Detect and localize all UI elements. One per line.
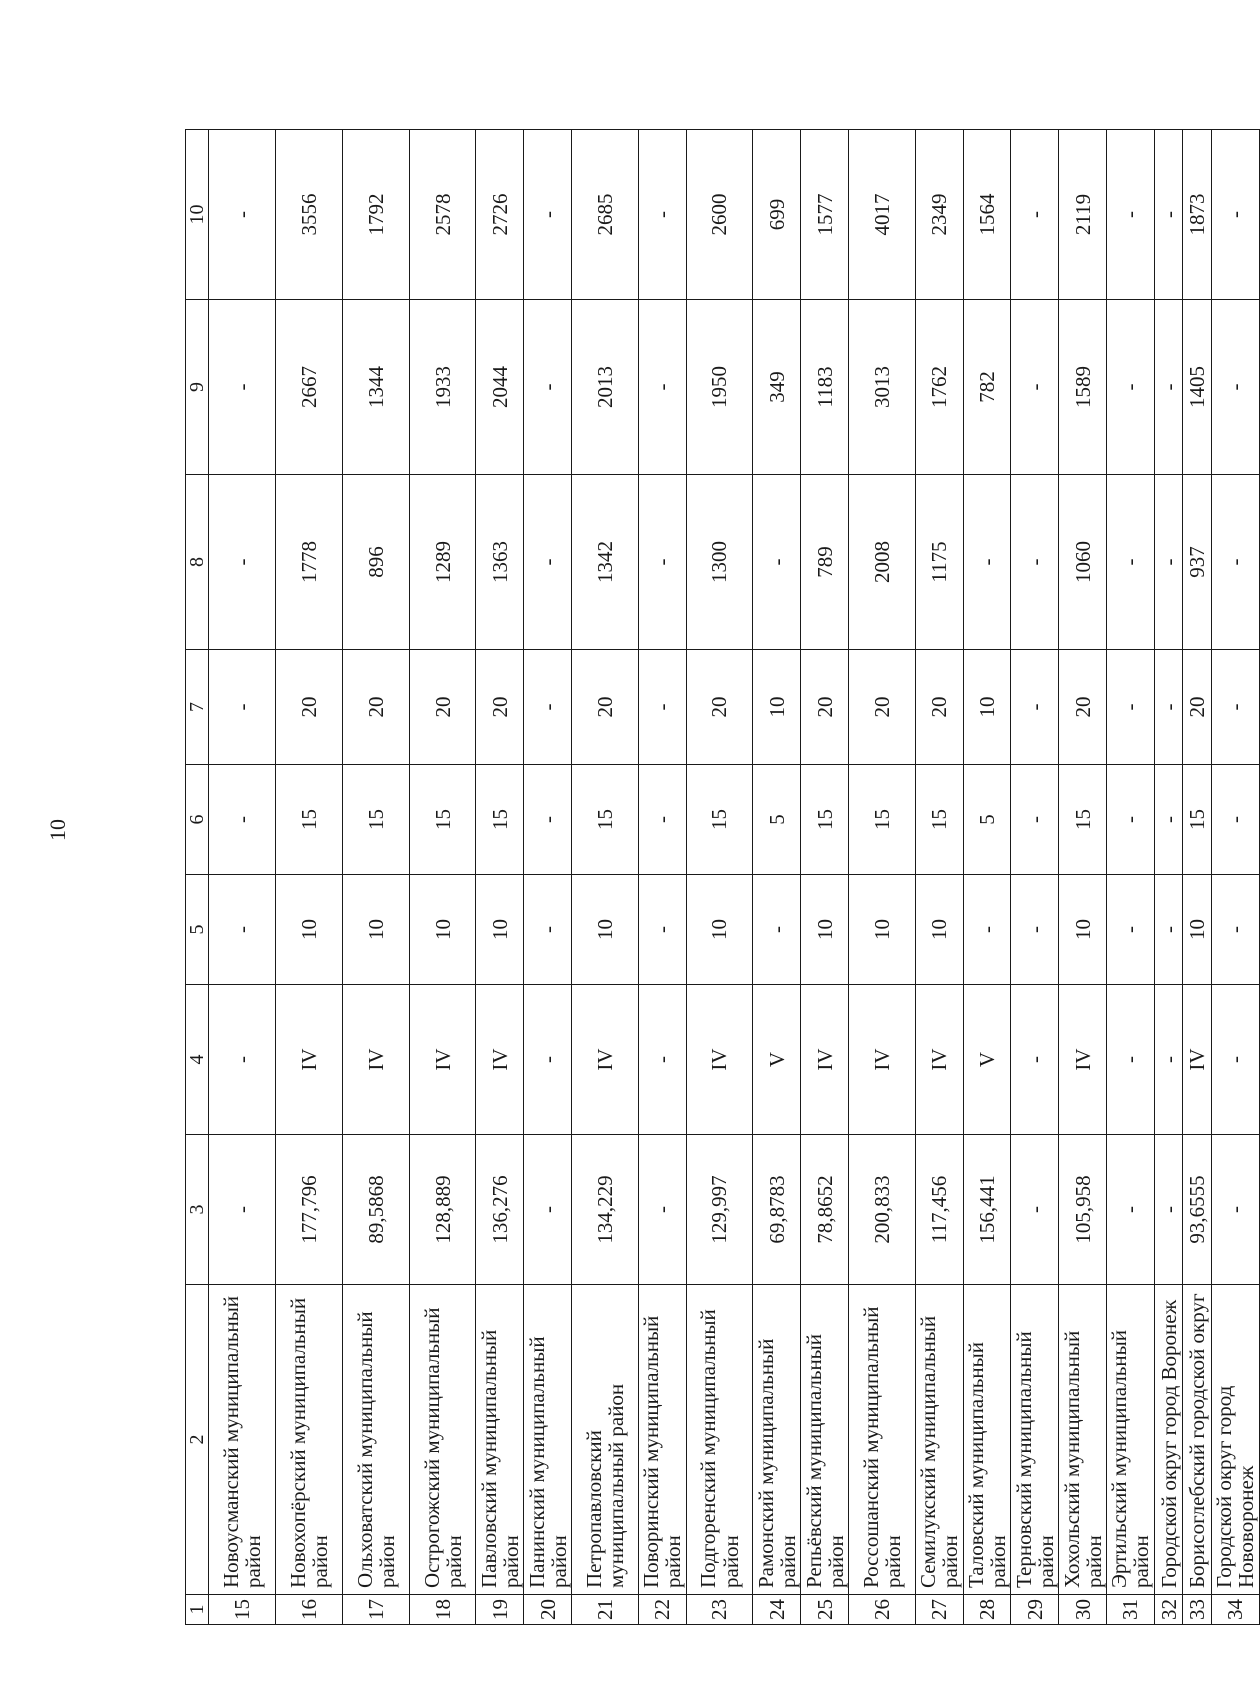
column-header: 10 [186, 130, 209, 300]
row-number-cell: 25 [801, 1595, 849, 1625]
district-name-cell: Подгоренский муниципальный район [686, 1285, 753, 1595]
table-cell: 20 [915, 650, 963, 765]
table-header-row [186, 130, 209, 1625]
table-cell: 5 [753, 765, 801, 875]
row-number-cell: 31 [1106, 1595, 1154, 1625]
table-cell: 10 [848, 875, 915, 985]
table-cell: 20 [276, 650, 343, 765]
row-number-cell: 20 [524, 1595, 572, 1625]
table-cell: 134,229 [572, 1135, 639, 1285]
table-cell: 10 [342, 875, 409, 985]
district-name-cell: Павловский муниципальный район [476, 1285, 524, 1595]
table-cell: IV [276, 985, 343, 1135]
table-cell: 10 [1059, 875, 1107, 985]
data-table [185, 129, 1260, 1625]
district-name-cell: Острогожский муниципальный район [409, 1285, 476, 1595]
table-cell: - [1211, 130, 1259, 300]
table-cell: - [963, 475, 1011, 650]
table-row [801, 130, 849, 1625]
table-cell: 20 [801, 650, 849, 765]
table-cell: - [209, 650, 276, 765]
table-cell: 1577 [801, 130, 849, 300]
table-cell: 1589 [1059, 300, 1107, 475]
table-cell: 1873 [1183, 130, 1212, 300]
table-cell: - [638, 130, 686, 300]
table-cell: 10 [686, 875, 753, 985]
table-cell: 2685 [572, 130, 639, 300]
table-cell: - [1154, 875, 1183, 985]
row-number-cell: 18 [409, 1595, 476, 1625]
table-cell: 1933 [409, 300, 476, 475]
rotated-table-wrapper [185, 130, 1260, 1625]
table-cell: 15 [276, 765, 343, 875]
table-cell: - [753, 875, 801, 985]
district-name-cell: Новохопёрский муниципальный район [276, 1285, 343, 1595]
table-cell: 200,833 [848, 1135, 915, 1285]
table-cell: - [1211, 875, 1259, 985]
table-cell: 78,8652 [801, 1135, 849, 1285]
table-cell: 896 [342, 475, 409, 650]
table-cell: 1344 [342, 300, 409, 475]
row-number-cell: 30 [1059, 1595, 1107, 1625]
table-cell: IV [1059, 985, 1107, 1135]
column-header: 2 [186, 1285, 209, 1595]
table-cell: - [638, 300, 686, 475]
table-row [476, 130, 524, 1625]
table-cell: 10 [801, 875, 849, 985]
row-number-cell: 21 [572, 1595, 639, 1625]
table-cell: 20 [848, 650, 915, 765]
table-cell: 69,8783 [753, 1135, 801, 1285]
district-name-cell: Панинский муниципальный район [524, 1285, 572, 1595]
table-cell: - [638, 475, 686, 650]
table-cell: 10 [572, 875, 639, 985]
table-row [276, 130, 343, 1625]
table-cell: 15 [848, 765, 915, 875]
table-cell: 1950 [686, 300, 753, 475]
table-cell: 15 [686, 765, 753, 875]
table-cell: - [209, 1135, 276, 1285]
table-cell: - [1154, 300, 1183, 475]
table-cell: 1175 [915, 475, 963, 650]
table-cell: 20 [1059, 650, 1107, 765]
table-cell: 20 [409, 650, 476, 765]
row-number-cell: 28 [963, 1595, 1011, 1625]
table-cell: 2044 [476, 300, 524, 475]
table-cell: 1289 [409, 475, 476, 650]
table-cell: 117,456 [915, 1135, 963, 1285]
table-cell: - [1211, 1135, 1259, 1285]
table-cell: 782 [963, 300, 1011, 475]
district-name-cell: Новоусманский муниципальный район [209, 1285, 276, 1595]
row-number-cell: 32 [1154, 1595, 1183, 1625]
table-cell: 10 [276, 875, 343, 985]
table-cell: - [209, 875, 276, 985]
district-name-cell: Семилукский муниципальный район [915, 1285, 963, 1595]
table-cell: 1342 [572, 475, 639, 650]
table-cell: 2600 [686, 130, 753, 300]
table-row [1059, 130, 1107, 1625]
table-cell: - [1106, 650, 1154, 765]
table-cell: 1778 [276, 475, 343, 650]
district-name-cell: Петропавловский муниципальный район [572, 1285, 639, 1595]
table-row [1183, 130, 1212, 1625]
row-number-cell: 17 [342, 1595, 409, 1625]
table-cell: 10 [476, 875, 524, 985]
table-cell: 349 [753, 300, 801, 475]
table-cell: 2667 [276, 300, 343, 475]
table-cell: 15 [915, 765, 963, 875]
table-cell: 136,276 [476, 1135, 524, 1285]
table-cell: - [1011, 475, 1059, 650]
table-cell: - [209, 300, 276, 475]
table-row [409, 130, 476, 1625]
row-number-cell: 24 [753, 1595, 801, 1625]
table-cell: IV [572, 985, 639, 1135]
table-cell: V [753, 985, 801, 1135]
table-cell: - [1154, 765, 1183, 875]
table-cell: - [1154, 985, 1183, 1135]
column-header: 6 [186, 765, 209, 875]
table-cell: 10 [1183, 875, 1212, 985]
column-header: 8 [186, 475, 209, 650]
row-number-cell: 34 [1211, 1595, 1259, 1625]
table-cell: 5 [963, 765, 1011, 875]
table-cell: - [1211, 985, 1259, 1135]
table-cell: 15 [1059, 765, 1107, 875]
table-row [572, 130, 639, 1625]
table-cell: 20 [476, 650, 524, 765]
table-cell: - [524, 1135, 572, 1285]
table-row [686, 130, 753, 1625]
table-row [638, 130, 686, 1625]
district-name-cell: Рамонский муниципальный район [753, 1285, 801, 1595]
table-row [209, 130, 276, 1625]
table-cell: - [1106, 985, 1154, 1135]
table-cell: 93,6555 [1183, 1135, 1212, 1285]
table-cell: - [638, 1135, 686, 1285]
table-cell: 1300 [686, 475, 753, 650]
row-number-cell: 29 [1011, 1595, 1059, 1625]
table-cell: 2008 [848, 475, 915, 650]
district-name-cell: Репьёвский муниципальный район [801, 1285, 849, 1595]
table-cell: 15 [476, 765, 524, 875]
district-name-cell: Терновский муниципальный район [1011, 1285, 1059, 1595]
row-number-cell: 15 [209, 1595, 276, 1625]
table-cell: 1405 [1183, 300, 1212, 475]
table-cell: - [209, 475, 276, 650]
row-number-cell: 27 [915, 1595, 963, 1625]
table-cell: - [1211, 300, 1259, 475]
table-cell: - [1106, 1135, 1154, 1285]
table-cell: - [524, 985, 572, 1135]
table-cell: 156,441 [963, 1135, 1011, 1285]
table-cell: 4017 [848, 130, 915, 300]
table-cell: 2119 [1059, 130, 1107, 300]
district-name-cell: Таловский муниципальный район [963, 1285, 1011, 1595]
district-name-cell: Ольховатский муниципальный район [342, 1285, 409, 1595]
table-cell: 2578 [409, 130, 476, 300]
table-cell: 1762 [915, 300, 963, 475]
table-cell: 177,796 [276, 1135, 343, 1285]
table-cell: - [1154, 130, 1183, 300]
table-cell: 699 [753, 130, 801, 300]
table-cell: - [638, 650, 686, 765]
table-cell: 1060 [1059, 475, 1107, 650]
table-row [753, 130, 801, 1625]
table-body [186, 130, 1260, 1625]
column-header: 9 [186, 300, 209, 475]
table-cell: - [1011, 1135, 1059, 1285]
table-cell: - [1211, 650, 1259, 765]
district-name-cell: Эртильский муниципальный район [1106, 1285, 1154, 1595]
table-cell: 10 [963, 650, 1011, 765]
table-cell: IV [848, 985, 915, 1135]
table-cell: 15 [572, 765, 639, 875]
district-name-cell: Городской округ город Воронеж [1154, 1285, 1183, 1595]
table-cell: - [638, 985, 686, 1135]
table-cell: 10 [409, 875, 476, 985]
column-header: 1 [186, 1595, 209, 1625]
table-cell: 20 [686, 650, 753, 765]
table-cell: 20 [572, 650, 639, 765]
table-cell: - [1011, 300, 1059, 475]
table-row [342, 130, 409, 1625]
table-cell: 1564 [963, 130, 1011, 300]
table-cell: V [963, 985, 1011, 1135]
district-name-cell: Хохольский муниципальный район [1059, 1285, 1107, 1595]
table-row [1106, 130, 1154, 1625]
district-name-cell: Россошанский муниципальный район [848, 1285, 915, 1595]
table-row [1011, 130, 1059, 1625]
table-cell: - [1011, 650, 1059, 765]
table-cell: - [524, 475, 572, 650]
table-cell: - [524, 765, 572, 875]
table-cell: 789 [801, 475, 849, 650]
table-cell: 1792 [342, 130, 409, 300]
table-cell: - [1106, 130, 1154, 300]
table-cell: 15 [1183, 765, 1212, 875]
table-cell: 10 [915, 875, 963, 985]
table-cell: 3013 [848, 300, 915, 475]
table-cell: 2726 [476, 130, 524, 300]
district-name-cell: Поворинский муниципальный район [638, 1285, 686, 1595]
table-cell: 20 [1183, 650, 1212, 765]
table-cell: 129,997 [686, 1135, 753, 1285]
table-cell: - [524, 130, 572, 300]
table-cell: 20 [342, 650, 409, 765]
table-cell: - [753, 475, 801, 650]
table-row [1211, 130, 1259, 1625]
table-cell: 15 [801, 765, 849, 875]
table-cell: - [524, 650, 572, 765]
table-cell: 2349 [915, 130, 963, 300]
column-header: 3 [186, 1135, 209, 1285]
table-cell: - [1106, 875, 1154, 985]
table-cell: - [1154, 650, 1183, 765]
table-cell: - [1154, 475, 1183, 650]
table-cell: - [209, 985, 276, 1135]
table-cell: IV [342, 985, 409, 1135]
row-number-cell: 22 [638, 1595, 686, 1625]
table-cell: - [1011, 875, 1059, 985]
row-number-cell: 26 [848, 1595, 915, 1625]
table-cell: - [1106, 765, 1154, 875]
table-cell: 2013 [572, 300, 639, 475]
table-cell: - [1106, 475, 1154, 650]
table-cell: - [524, 300, 572, 475]
table-cell: 89,5868 [342, 1135, 409, 1285]
table-cell: 1183 [801, 300, 849, 475]
table-cell: - [638, 875, 686, 985]
table-cell: 937 [1183, 475, 1212, 650]
row-number-cell: 23 [686, 1595, 753, 1625]
table-cell: - [1011, 765, 1059, 875]
table-cell: - [209, 130, 276, 300]
table-cell: - [638, 765, 686, 875]
table-cell: - [963, 875, 1011, 985]
table-cell: 128,889 [409, 1135, 476, 1285]
table-cell: - [1011, 985, 1059, 1135]
district-name-cell: Борисоглебский городской округ [1183, 1285, 1212, 1595]
table-row [1154, 130, 1183, 1625]
table-cell: IV [409, 985, 476, 1135]
page-number: 10 [45, 819, 70, 841]
district-name-cell: Городской округ город Нововоронеж [1211, 1285, 1259, 1595]
table-cell: - [1154, 1135, 1183, 1285]
table-cell: IV [801, 985, 849, 1135]
table-cell: 10 [753, 650, 801, 765]
table-cell: - [209, 765, 276, 875]
column-header: 5 [186, 875, 209, 985]
table-row [963, 130, 1011, 1625]
row-number-cell: 16 [276, 1595, 343, 1625]
column-header: 4 [186, 985, 209, 1135]
table-cell: 105,958 [1059, 1135, 1107, 1285]
table-cell: IV [686, 985, 753, 1135]
table-cell: - [1011, 130, 1059, 300]
table-row [915, 130, 963, 1625]
table-cell: - [524, 875, 572, 985]
table-cell: IV [476, 985, 524, 1135]
row-number-cell: 33 [1183, 1595, 1212, 1625]
table-cell: - [1211, 765, 1259, 875]
table-cell: IV [915, 985, 963, 1135]
table-cell: - [1106, 300, 1154, 475]
table-row [524, 130, 572, 1625]
column-header: 7 [186, 650, 209, 765]
table-cell: 1363 [476, 475, 524, 650]
table-cell: 15 [342, 765, 409, 875]
table-cell: 15 [409, 765, 476, 875]
row-number-cell: 19 [476, 1595, 524, 1625]
table-row [848, 130, 915, 1625]
table-cell: 3556 [276, 130, 343, 300]
table-cell: IV [1183, 985, 1212, 1135]
table-cell: - [1211, 475, 1259, 650]
